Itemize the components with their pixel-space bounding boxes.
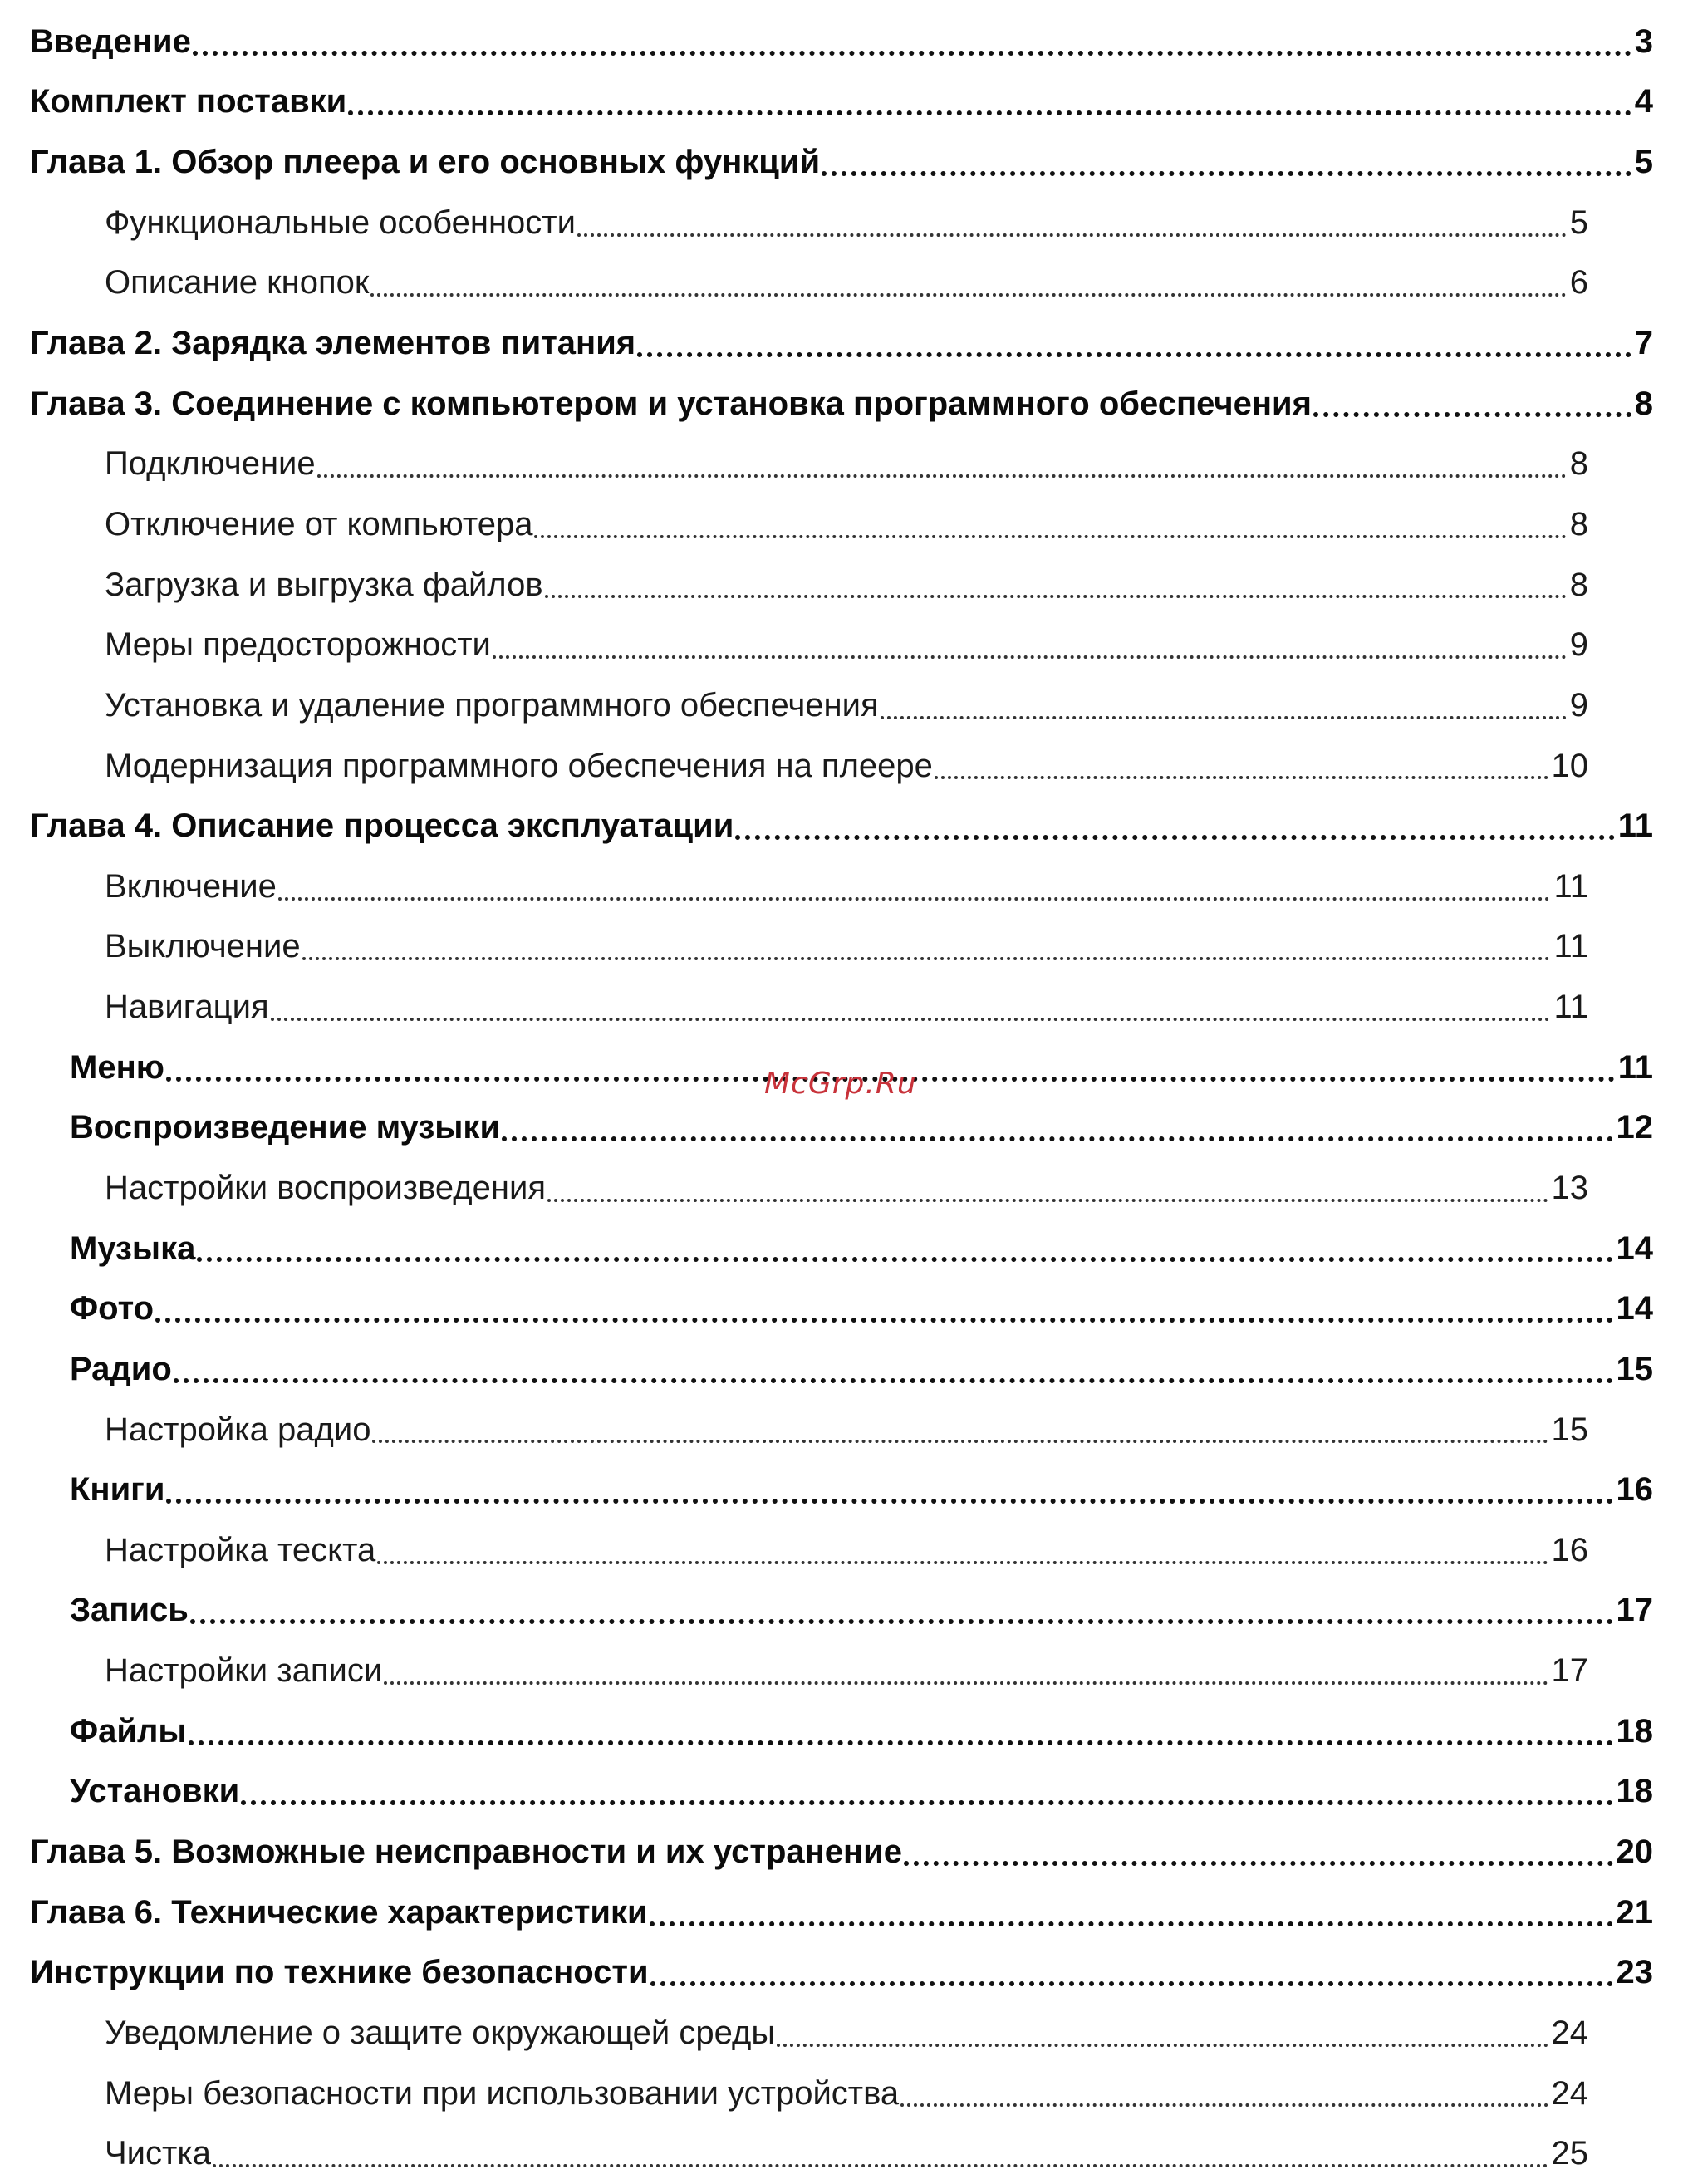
toc-entry-title: Чистка — [105, 2135, 211, 2172]
toc-entry-title: Глава 6. Технические характеристики — [30, 1893, 648, 1931]
toc-entry-page-number: 5 — [1569, 204, 1588, 241]
dot-leader — [637, 352, 1631, 357]
toc-entry[interactable] — [0, 193, 1683, 253]
dot-leader — [370, 293, 1566, 297]
toc-entry[interactable] — [0, 253, 1683, 314]
toc-entry[interactable] — [0, 1822, 1683, 1882]
dot-leader — [904, 1861, 1612, 1866]
toc-entry-page-number: 21 — [1616, 1893, 1653, 1931]
toc-entry[interactable] — [0, 1943, 1683, 2004]
toc-entry-page-number: 14 — [1616, 1229, 1653, 1267]
toc-entry[interactable] — [0, 675, 1683, 736]
toc-entry-page-number: 23 — [1616, 1954, 1653, 1991]
toc-entry-page-number: 25 — [1551, 2135, 1588, 2172]
dot-leader — [197, 1257, 1612, 1262]
toc-entry-page-number: 16 — [1551, 1531, 1588, 1568]
dot-leader — [213, 2164, 1548, 2167]
toc-entry[interactable] — [0, 1520, 1683, 1581]
toc-entry[interactable] — [0, 494, 1683, 555]
toc-entry-page-number: 8 — [1569, 505, 1588, 542]
toc-entry-title: Уведомление о защите окружающей среды — [105, 2014, 776, 2051]
toc-entry-page-number: 11 — [1617, 807, 1653, 845]
toc-entry-title: Глава 3. Соединение с компьютером и установка программного обеспечения — [30, 385, 1312, 422]
toc-entry-title: Настройка радио — [105, 1411, 371, 1448]
toc-entry-title: Меры безопасности при использовании устройства — [105, 2074, 900, 2112]
dot-leader — [377, 1561, 1548, 1564]
toc-entry-title: Инструкции по технике безопасности — [30, 1954, 649, 1991]
toc-entry[interactable] — [0, 1641, 1683, 1701]
toc-entry-page-number: 12 — [1616, 1109, 1653, 1146]
toc-entry-page-number: 14 — [1616, 1290, 1653, 1328]
toc-entry-title: Отключение от компьютера — [105, 505, 533, 542]
toc-entry-title: Меню — [70, 1048, 164, 1086]
toc-entry-page-number: 6 — [1569, 264, 1588, 302]
toc-entry-title: Установка и удаление программного обеспечения — [105, 686, 879, 724]
toc-entry[interactable] — [0, 434, 1683, 494]
toc-entry-title: Глава 2. Зарядка элементов питания — [30, 325, 636, 362]
toc-entry[interactable] — [0, 313, 1683, 374]
toc-entry-title: Меры предосторожности — [105, 626, 491, 664]
toc-entry-title: Настройки записи — [105, 1652, 383, 1690]
toc-entry-title: Включение — [105, 867, 277, 905]
toc-entry-title: Выключение — [105, 928, 301, 965]
dot-leader — [1313, 412, 1631, 417]
toc-entry-title: Глава 5. Возможные неисправности и их устранение — [30, 1833, 903, 1871]
toc-entry-page-number: 13 — [1551, 1169, 1588, 1206]
toc-entry-page-number: 5 — [1634, 144, 1653, 181]
toc-entry-page-number: 4 — [1634, 83, 1653, 120]
toc-entry-page-number: 3 — [1634, 22, 1653, 60]
toc-entry-page-number: 18 — [1616, 1712, 1653, 1750]
dot-leader — [271, 1018, 1551, 1021]
toc-entry[interactable] — [0, 1278, 1683, 1339]
toc-entry[interactable] — [0, 856, 1683, 917]
toc-entry-page-number: 8 — [1569, 566, 1588, 603]
toc-entry-title: Навигация — [105, 989, 269, 1026]
toc-entry[interactable] — [0, 2123, 1683, 2184]
toc-entry[interactable] — [0, 2064, 1683, 2124]
toc-entry-title: Установки — [70, 1773, 240, 1810]
toc-entry-page-number: 20 — [1616, 1833, 1653, 1871]
dot-leader — [650, 1981, 1613, 1986]
dot-leader — [577, 233, 1567, 237]
toc-entry-title: Книги — [70, 1471, 165, 1509]
toc-entry-page-number: 15 — [1551, 1411, 1588, 1448]
toc-entry[interactable] — [0, 736, 1683, 797]
toc-entry-title: Функциональные особенности — [105, 204, 576, 241]
dot-leader — [278, 897, 1551, 901]
dot-leader — [547, 1199, 1548, 1202]
toc-entry-page-number: 17 — [1616, 1592, 1653, 1629]
toc-entry-title: Загрузка и выгрузка файлов — [105, 566, 543, 603]
toc-entry[interactable] — [0, 374, 1683, 434]
toc-entry[interactable] — [0, 1158, 1683, 1219]
toc-entry-page-number: 8 — [1634, 385, 1653, 422]
toc-entry[interactable] — [0, 1339, 1683, 1400]
toc-entry[interactable] — [0, 917, 1683, 978]
toc-entry-title: Радио — [70, 1350, 172, 1387]
toc-entry[interactable] — [0, 72, 1683, 133]
toc-entry[interactable] — [0, 977, 1683, 1038]
toc-entry[interactable] — [0, 1219, 1683, 1279]
dot-leader — [900, 2103, 1548, 2107]
toc-entry-page-number: 16 — [1616, 1471, 1653, 1509]
dot-leader — [777, 2044, 1548, 2047]
toc-entry[interactable] — [0, 555, 1683, 616]
dot-leader — [502, 1136, 1612, 1141]
dot-leader — [935, 776, 1548, 779]
dot-leader — [302, 957, 1551, 960]
toc-entry-page-number: 11 — [1553, 989, 1588, 1026]
toc-entry-title: Фото — [70, 1290, 155, 1328]
dot-leader — [372, 1440, 1548, 1443]
toc-entry[interactable] — [0, 1882, 1683, 1943]
toc-entry-title: Глава 1. Обзор плеера и его основных функций — [30, 144, 821, 181]
toc-entry-page-number: 7 — [1634, 325, 1653, 362]
dot-leader — [166, 1499, 1612, 1504]
dot-leader — [241, 1800, 1612, 1805]
dot-leader — [545, 595, 1567, 598]
toc-entry-title: Запись — [70, 1592, 189, 1629]
toc-entry-title: Подключение — [105, 445, 316, 483]
toc-entry-page-number: 17 — [1551, 1652, 1588, 1690]
toc-entry[interactable] — [0, 1098, 1683, 1159]
dot-leader — [384, 1681, 1548, 1685]
toc-entry-title: Настройки воспроизведения — [105, 1169, 546, 1206]
toc-entry[interactable] — [0, 615, 1683, 675]
dot-leader — [189, 1740, 1613, 1745]
toc-entry[interactable] — [0, 1460, 1683, 1520]
dot-leader — [493, 655, 1567, 659]
dot-leader — [193, 51, 1631, 56]
toc-entry[interactable] — [0, 1701, 1683, 1762]
toc-entry-title: Описание кнопок — [105, 264, 370, 302]
toc-entry-page-number: 8 — [1569, 445, 1588, 483]
dot-leader — [650, 1921, 1613, 1926]
dot-leader — [348, 110, 1631, 115]
dot-leader — [174, 1378, 1613, 1383]
toc-entry-page-number: 24 — [1551, 2074, 1588, 2112]
dot-leader — [534, 535, 1566, 538]
toc-entry[interactable] — [0, 1581, 1683, 1642]
toc-entry-page-number: 9 — [1569, 626, 1588, 664]
toc-entry-page-number: 9 — [1569, 686, 1588, 724]
toc-entry-page-number: 11 — [1553, 928, 1588, 965]
toc-entry-title: Настройка тескта — [105, 1531, 376, 1568]
toc-entry-page-number: 11 — [1553, 867, 1588, 905]
toc-entry-page-number: 18 — [1616, 1773, 1653, 1810]
toc-entry[interactable] — [0, 2003, 1683, 2064]
toc-entry[interactable] — [0, 796, 1683, 856]
toc-entry[interactable] — [0, 1762, 1683, 1823]
dot-leader — [317, 474, 1567, 478]
toc-entry[interactable] — [0, 12, 1683, 72]
toc-entry[interactable] — [0, 132, 1683, 193]
dot-leader — [881, 716, 1567, 719]
toc-entry-title: Музыка — [70, 1229, 196, 1267]
toc-entry-title: Глава 4. Описание процесса эксплуатации — [30, 807, 734, 845]
toc-entry-title: Комплект поставки — [30, 83, 347, 120]
toc-entry-page-number: 15 — [1616, 1350, 1653, 1387]
toc-entry-page-number: 10 — [1551, 747, 1588, 784]
watermark: McGrp.Ru — [764, 1067, 917, 1101]
dot-leader — [735, 835, 1614, 840]
dot-leader — [190, 1619, 1613, 1624]
toc-entry-title: Воспроизведение музыки — [70, 1109, 501, 1146]
toc-entry-page-number: 24 — [1551, 2014, 1588, 2051]
toc-entry-page-number: 11 — [1617, 1048, 1653, 1086]
toc-entry-title: Файлы — [70, 1712, 187, 1750]
dot-leader — [822, 171, 1631, 176]
toc-entry-title: Введение — [30, 22, 191, 60]
dot-leader — [155, 1318, 1612, 1323]
toc-entry[interactable] — [0, 1400, 1683, 1460]
toc-entry-title: Модернизация программного обеспечения на плеере — [105, 747, 933, 784]
